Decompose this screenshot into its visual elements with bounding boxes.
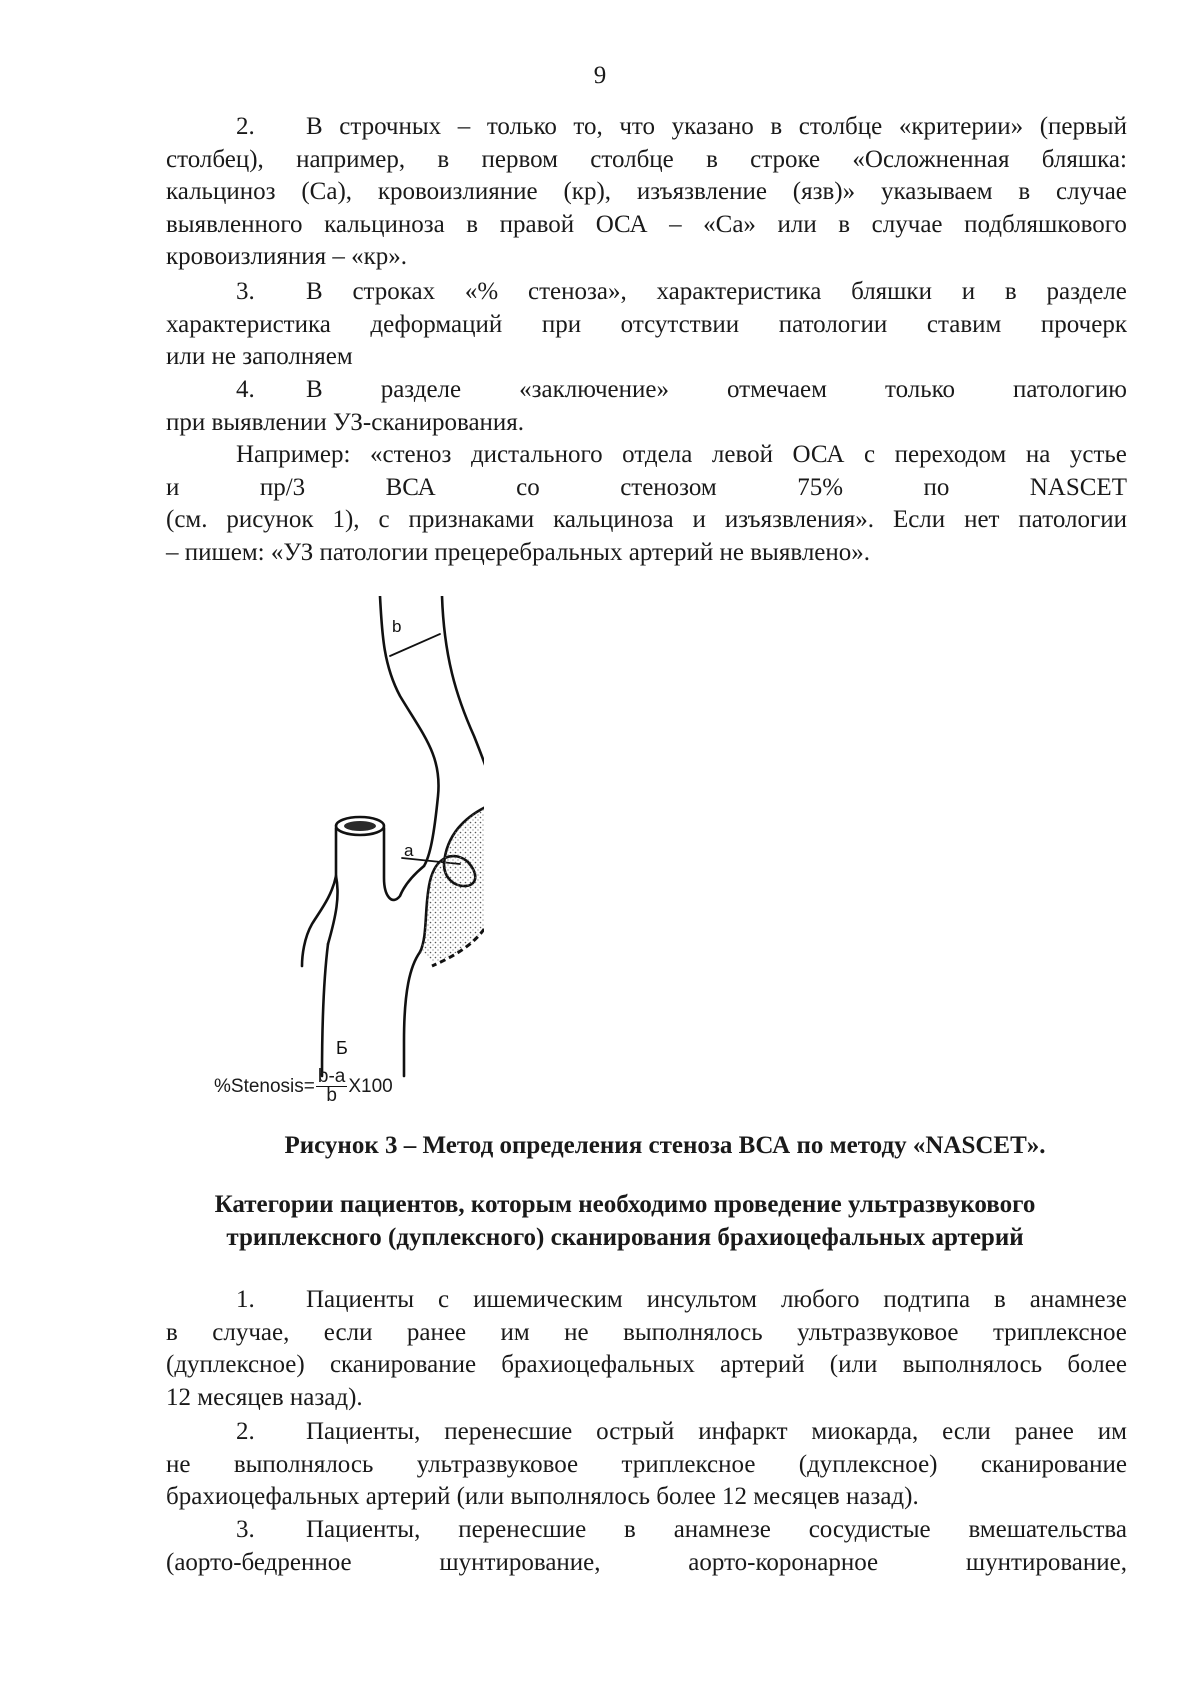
word: переходом bbox=[894, 441, 1007, 468]
word: строках bbox=[352, 278, 436, 305]
word: стенозом bbox=[620, 473, 717, 501]
cca-left-wall bbox=[322, 944, 328, 1076]
word: прочерк bbox=[1040, 310, 1127, 338]
word: отсутствии bbox=[620, 310, 740, 338]
text-line-last: брахиоцефальных артерий (или выполнялось более 12 месяцев назад). bbox=[166, 1483, 919, 1510]
text-line bbox=[166, 1284, 1127, 1317]
word-text: В bbox=[306, 376, 323, 403]
word: разделе bbox=[1046, 278, 1127, 305]
ica-right-wall bbox=[442, 596, 484, 804]
text-line bbox=[166, 1514, 1127, 1547]
word: стеноза», bbox=[528, 278, 627, 305]
word: в bbox=[1004, 278, 1017, 305]
word: инфаркт bbox=[698, 1418, 788, 1445]
list-number: 1. bbox=[236, 1286, 255, 1313]
word: только bbox=[885, 376, 956, 403]
word: бляшка: bbox=[1041, 145, 1127, 173]
word: миокарда, bbox=[811, 1418, 919, 1445]
word: ОСА bbox=[792, 441, 845, 468]
word: дистального bbox=[470, 441, 603, 468]
word: столбце bbox=[798, 113, 883, 140]
word: триплексное bbox=[621, 1450, 756, 1478]
text-line bbox=[166, 309, 1127, 342]
word: признаками bbox=[408, 506, 535, 533]
word: – bbox=[669, 210, 682, 238]
word: в bbox=[166, 1318, 178, 1346]
word: им bbox=[500, 1318, 530, 1346]
word: в bbox=[706, 145, 718, 173]
word: например, bbox=[296, 145, 406, 173]
word bbox=[236, 1514, 420, 1547]
word: в bbox=[466, 210, 479, 238]
word: перенесшие bbox=[458, 1516, 587, 1543]
word: ранее bbox=[1014, 1418, 1074, 1445]
word: столбце bbox=[590, 145, 674, 173]
list-number: 2. bbox=[236, 113, 255, 140]
text-line bbox=[166, 176, 1127, 209]
text-line bbox=[166, 1349, 1127, 1382]
list-number: 3. bbox=[236, 278, 255, 305]
word: инсультом bbox=[646, 1286, 757, 1313]
text-line-last: или не заполняем bbox=[166, 343, 353, 370]
word: брахиоцефальных bbox=[501, 1351, 695, 1378]
word: патологию bbox=[1013, 376, 1127, 403]
word: ранее bbox=[406, 1318, 467, 1346]
word: Например: bbox=[236, 441, 351, 468]
word: левой bbox=[711, 441, 773, 468]
word: ОСА bbox=[595, 210, 648, 238]
word: характеристика bbox=[166, 310, 331, 338]
word: бляшки bbox=[851, 278, 932, 305]
word: Если bbox=[892, 506, 946, 533]
category-3 bbox=[166, 1514, 1127, 1579]
word: и bbox=[961, 278, 976, 305]
word: выполнялось bbox=[623, 1318, 763, 1346]
word: ставим bbox=[926, 310, 1002, 338]
page-number: 9 bbox=[593, 62, 607, 89]
bifurcation-crotch bbox=[384, 828, 424, 900]
word: с bbox=[378, 506, 390, 533]
paragraph-3 bbox=[166, 276, 1127, 374]
word: аорто-коронарное bbox=[688, 1548, 879, 1576]
text-line bbox=[166, 472, 1127, 505]
stenosis-formula bbox=[214, 1068, 393, 1105]
category-1 bbox=[166, 1284, 1127, 1414]
text-line bbox=[166, 144, 1127, 177]
stenosis-figure bbox=[214, 596, 484, 1121]
word: в bbox=[1018, 178, 1031, 205]
word: «Са» bbox=[703, 210, 756, 238]
word: кальциноз bbox=[166, 178, 276, 205]
word: или bbox=[777, 210, 817, 238]
word: на bbox=[1025, 441, 1051, 468]
word: если bbox=[942, 1418, 991, 1445]
word: пр/3 bbox=[259, 473, 306, 501]
word: (дуплексное) bbox=[166, 1351, 305, 1378]
word: устье bbox=[1069, 441, 1127, 468]
word: анамнезе bbox=[1029, 1286, 1127, 1313]
word: в bbox=[994, 1286, 1006, 1313]
word: (первый bbox=[1039, 113, 1127, 140]
word: «% bbox=[464, 278, 499, 305]
word: артерий bbox=[720, 1351, 805, 1378]
word: со bbox=[516, 473, 540, 501]
text-line bbox=[166, 1449, 1127, 1482]
word: ультразвуковое bbox=[416, 1450, 579, 1478]
formula-denominator: b bbox=[326, 1085, 337, 1106]
word bbox=[236, 374, 323, 407]
word-text: Пациенты bbox=[306, 1286, 415, 1313]
word: указано bbox=[671, 113, 754, 140]
word: указываем bbox=[880, 178, 993, 205]
word: то, bbox=[573, 113, 603, 140]
measure-b-line bbox=[390, 634, 440, 656]
word bbox=[236, 1416, 420, 1449]
ica-left-wall bbox=[380, 596, 439, 866]
word: шунтирование, bbox=[965, 1548, 1127, 1576]
word: кровоизлияние bbox=[377, 178, 538, 205]
word: случае, bbox=[212, 1318, 290, 1346]
word: случае bbox=[871, 210, 943, 238]
word bbox=[236, 111, 323, 144]
formula-numerator: b-a bbox=[317, 1066, 346, 1087]
word: и bbox=[692, 506, 706, 533]
list-number: 4. bbox=[236, 376, 255, 403]
text-line bbox=[166, 1416, 1127, 1449]
text-line bbox=[166, 439, 1127, 472]
word: только bbox=[486, 113, 557, 140]
word: любого bbox=[780, 1286, 860, 1313]
word: более bbox=[1067, 1351, 1127, 1378]
artery-diagram bbox=[224, 596, 484, 1116]
word: сосудистые bbox=[808, 1516, 931, 1543]
word: строке bbox=[750, 145, 821, 173]
word: анамнезе bbox=[673, 1516, 771, 1543]
word: (кр), bbox=[563, 178, 612, 205]
word: 1), bbox=[332, 506, 360, 533]
word: при bbox=[541, 310, 582, 338]
word: что bbox=[619, 113, 655, 140]
word: перенесшие bbox=[444, 1418, 573, 1445]
word: правой bbox=[499, 210, 575, 238]
word: отмечаем bbox=[727, 376, 827, 403]
word: выполнялось bbox=[902, 1351, 1043, 1378]
word: (Са), bbox=[301, 178, 353, 205]
formula-fraction bbox=[316, 1068, 347, 1105]
word: деформаций bbox=[370, 310, 503, 338]
text-line bbox=[166, 1547, 1127, 1580]
label-a: a bbox=[404, 841, 414, 860]
text-line-last: 12 месяцев назад). bbox=[166, 1383, 363, 1411]
word: им bbox=[1097, 1418, 1127, 1445]
word: сканирование bbox=[980, 1450, 1127, 1478]
word-text: В bbox=[306, 113, 323, 140]
section-heading bbox=[0, 1189, 1200, 1254]
bulb-to-cca-right bbox=[404, 952, 420, 1076]
word: (или bbox=[829, 1351, 878, 1378]
word: подтипа bbox=[883, 1286, 971, 1313]
word: с bbox=[863, 441, 876, 468]
paragraph-2 bbox=[166, 111, 1127, 274]
word: по bbox=[923, 473, 950, 501]
word: в bbox=[624, 1516, 636, 1543]
word: ишемическим bbox=[473, 1286, 623, 1313]
list-number: 3. bbox=[236, 1516, 255, 1543]
word: 75% bbox=[797, 473, 844, 501]
eca-stump-lumen bbox=[344, 821, 376, 831]
word: в bbox=[770, 113, 783, 140]
word: «заключение» bbox=[519, 376, 669, 403]
word: (аорто-бедренное bbox=[166, 1548, 352, 1576]
text-line bbox=[166, 276, 1127, 309]
word: характеристика bbox=[656, 278, 822, 305]
word-text: В bbox=[306, 278, 323, 305]
word-text: Пациенты, bbox=[306, 1516, 421, 1543]
word: кальциноза bbox=[324, 210, 445, 238]
word: первом bbox=[481, 145, 558, 173]
word: острый bbox=[596, 1418, 675, 1445]
word: шунтирование, bbox=[439, 1548, 601, 1576]
word: кальциноза bbox=[553, 506, 674, 533]
word: нет bbox=[964, 506, 1000, 533]
text-line bbox=[166, 111, 1127, 144]
word: выполнялось bbox=[233, 1450, 374, 1478]
word: выявленного bbox=[166, 210, 303, 238]
word: изъязвления». bbox=[724, 506, 875, 533]
word: (дуплексное) bbox=[798, 1450, 938, 1478]
word: изъязвление bbox=[636, 178, 767, 205]
example-paragraph bbox=[166, 439, 1127, 569]
text-line-last: – пишем: «УЗ патологии прецеребральных артерий не выявлено». bbox=[166, 538, 871, 566]
eca-left-wall bbox=[302, 828, 336, 966]
text-line bbox=[166, 374, 1127, 407]
word: (см. bbox=[166, 506, 208, 533]
word: – bbox=[457, 113, 471, 140]
word: и bbox=[166, 473, 180, 501]
word: NASCET bbox=[1029, 473, 1127, 501]
text-line-last: кровоизлияния – «кр». bbox=[166, 243, 408, 270]
word: с bbox=[438, 1286, 450, 1313]
word: строчных bbox=[339, 113, 442, 140]
heading-line-2: триплексного (дуплексного) сканирования брахиоцефальных артерий bbox=[226, 1223, 1024, 1251]
text-line-last: при выявлении УЗ-сканирования. bbox=[166, 408, 525, 436]
word: если bbox=[323, 1318, 373, 1346]
label-b: b bbox=[392, 617, 402, 636]
word: (язв)» bbox=[792, 178, 856, 205]
word: «стеноз bbox=[370, 441, 452, 468]
list-number: 2. bbox=[236, 1418, 255, 1445]
text-line bbox=[166, 209, 1127, 242]
word: вмешательства bbox=[968, 1516, 1127, 1543]
word bbox=[236, 276, 323, 309]
word: не bbox=[564, 1318, 589, 1346]
word bbox=[236, 1284, 414, 1317]
paragraph-4 bbox=[166, 374, 1127, 439]
word: «Осложненная bbox=[852, 145, 1010, 173]
word-text: Пациенты, bbox=[306, 1418, 421, 1445]
word: сканирование bbox=[329, 1351, 477, 1378]
word: «критерии» bbox=[898, 113, 1024, 140]
label-panel: Б bbox=[336, 1038, 348, 1058]
word: не bbox=[166, 1450, 191, 1478]
word: ВСА bbox=[385, 473, 436, 501]
formula-prefix: %Stenosis= bbox=[214, 1075, 315, 1097]
formula-suffix: X100 bbox=[348, 1075, 393, 1097]
word: патологии bbox=[778, 310, 888, 338]
word: рисунок bbox=[226, 506, 314, 533]
text-line bbox=[166, 504, 1127, 537]
word: триплексное bbox=[992, 1318, 1127, 1346]
word: отдела bbox=[622, 441, 693, 468]
word: патологии bbox=[1018, 506, 1127, 533]
word: в bbox=[437, 145, 450, 173]
word: столбец), bbox=[166, 145, 264, 173]
heading-line-1: Категории пациентов, которым необходимо проведение ультразвукового bbox=[214, 1191, 1036, 1218]
word: в bbox=[838, 210, 851, 238]
word: разделе bbox=[380, 376, 462, 403]
word: подбляшкового bbox=[964, 210, 1127, 238]
word: ультразвуковое bbox=[797, 1318, 959, 1346]
category-2 bbox=[166, 1416, 1127, 1514]
text-line bbox=[166, 1317, 1127, 1350]
word: случае bbox=[1056, 178, 1127, 205]
figure-caption: Рисунок 3 – Метод определения стеноза ВСА по методу «NASCET». bbox=[284, 1132, 1046, 1159]
